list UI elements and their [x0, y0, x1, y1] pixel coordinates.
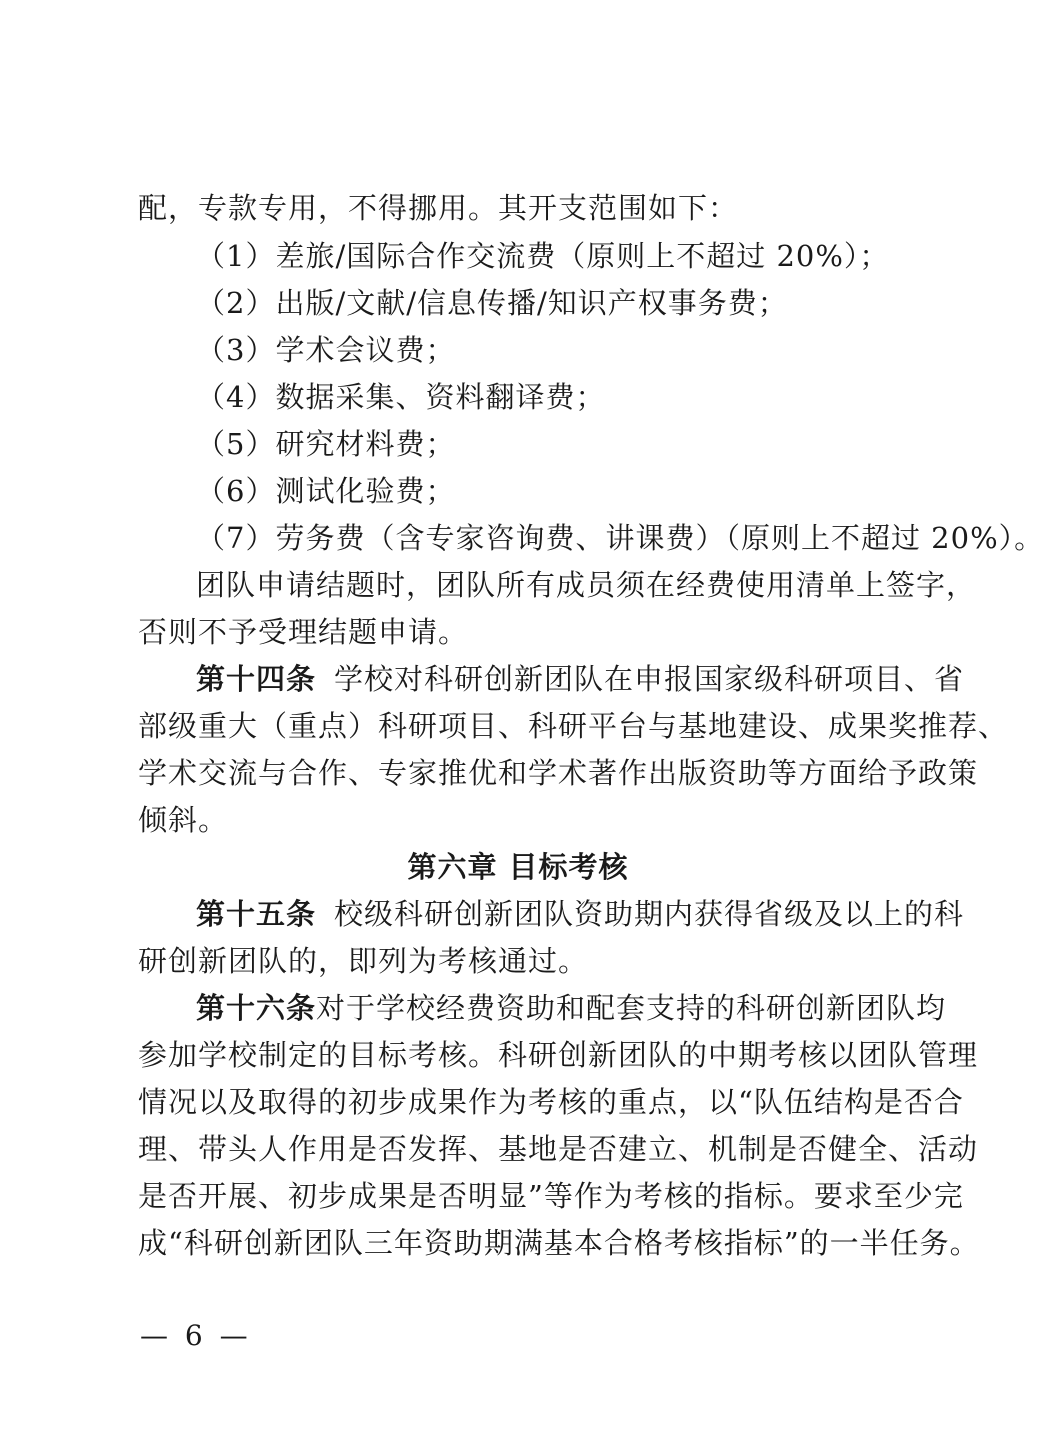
paragraph-line: 是否开展、初步成果是否明显”等作为考核的指标。要求至少完 [138, 1179, 964, 1213]
list-item-3: （3）学术会议费； [196, 333, 456, 367]
paragraph-line: 学术交流与合作、专家推优和学术著作出版资助等方面给予政策 [138, 756, 979, 790]
paragraph-line: 参加学校制定的目标考核。科研创新团队的中期考核以团队管理 [138, 1038, 979, 1072]
list-item-6: （6）测试化验费； [196, 474, 456, 508]
article-14-label: 第十四条 [196, 662, 317, 696]
paragraph-line: 成“科研创新团队三年资助期满基本合格考核指标”的一半任务。 [138, 1226, 980, 1260]
paragraph-line: 否则不予受理结题申请。 [138, 615, 469, 649]
paragraph-line: 团队申请结题时，团队所有成员须在经费使用清单上签字， [196, 568, 977, 602]
article-14-text: 学校对科研创新团队在申报国家级科研项目、省 [334, 662, 965, 696]
list-item-5: （5）研究材料费； [196, 427, 456, 461]
paragraph-line: 情况以及取得的初步成果作为考核的重点，以“队伍结构是否合 [138, 1085, 964, 1119]
list-item-2: （2）出版/文献/信息传播/知识产权事务费； [196, 286, 788, 320]
article-15-line [196, 894, 965, 934]
paragraph-line: 配，专款专用，不得挪用。其开支范围如下： [138, 191, 739, 225]
list-item-7: （7）劳务费（含专家咨询费、讲课费）（原则上不超过 20%）。 [196, 521, 1044, 555]
article-16-text: 对于学校经费资助和配套支持的科研创新团队均 [316, 991, 947, 1025]
article-16-line [196, 988, 947, 1028]
paragraph-line: 理、带头人作用是否发挥、基地是否建立、机制是否健全、活动 [138, 1132, 979, 1166]
paragraph-line: 研创新团队的，即列为考核通过。 [138, 944, 589, 978]
chapter-heading: 第六章 目标考核 [407, 850, 629, 884]
list-item-4: （4）数据采集、资料翻译费； [196, 380, 606, 414]
article-14-line [196, 659, 965, 699]
list-item-1: （1）差旅/国际合作交流费（原则上不超过 20%）； [196, 239, 890, 273]
article-16-label: 第十六条 [196, 991, 317, 1025]
paragraph-line: 倾斜。 [138, 803, 229, 837]
article-15-text: 校级科研创新团队资助期内获得省级及以上的科 [334, 897, 965, 931]
page-number: — 6 — [140, 1319, 252, 1352]
article-15-label: 第十五条 [196, 897, 317, 931]
paragraph-line: 部级重大（重点）科研项目、科研平台与基地建设、成果奖推荐、 [138, 709, 1009, 743]
